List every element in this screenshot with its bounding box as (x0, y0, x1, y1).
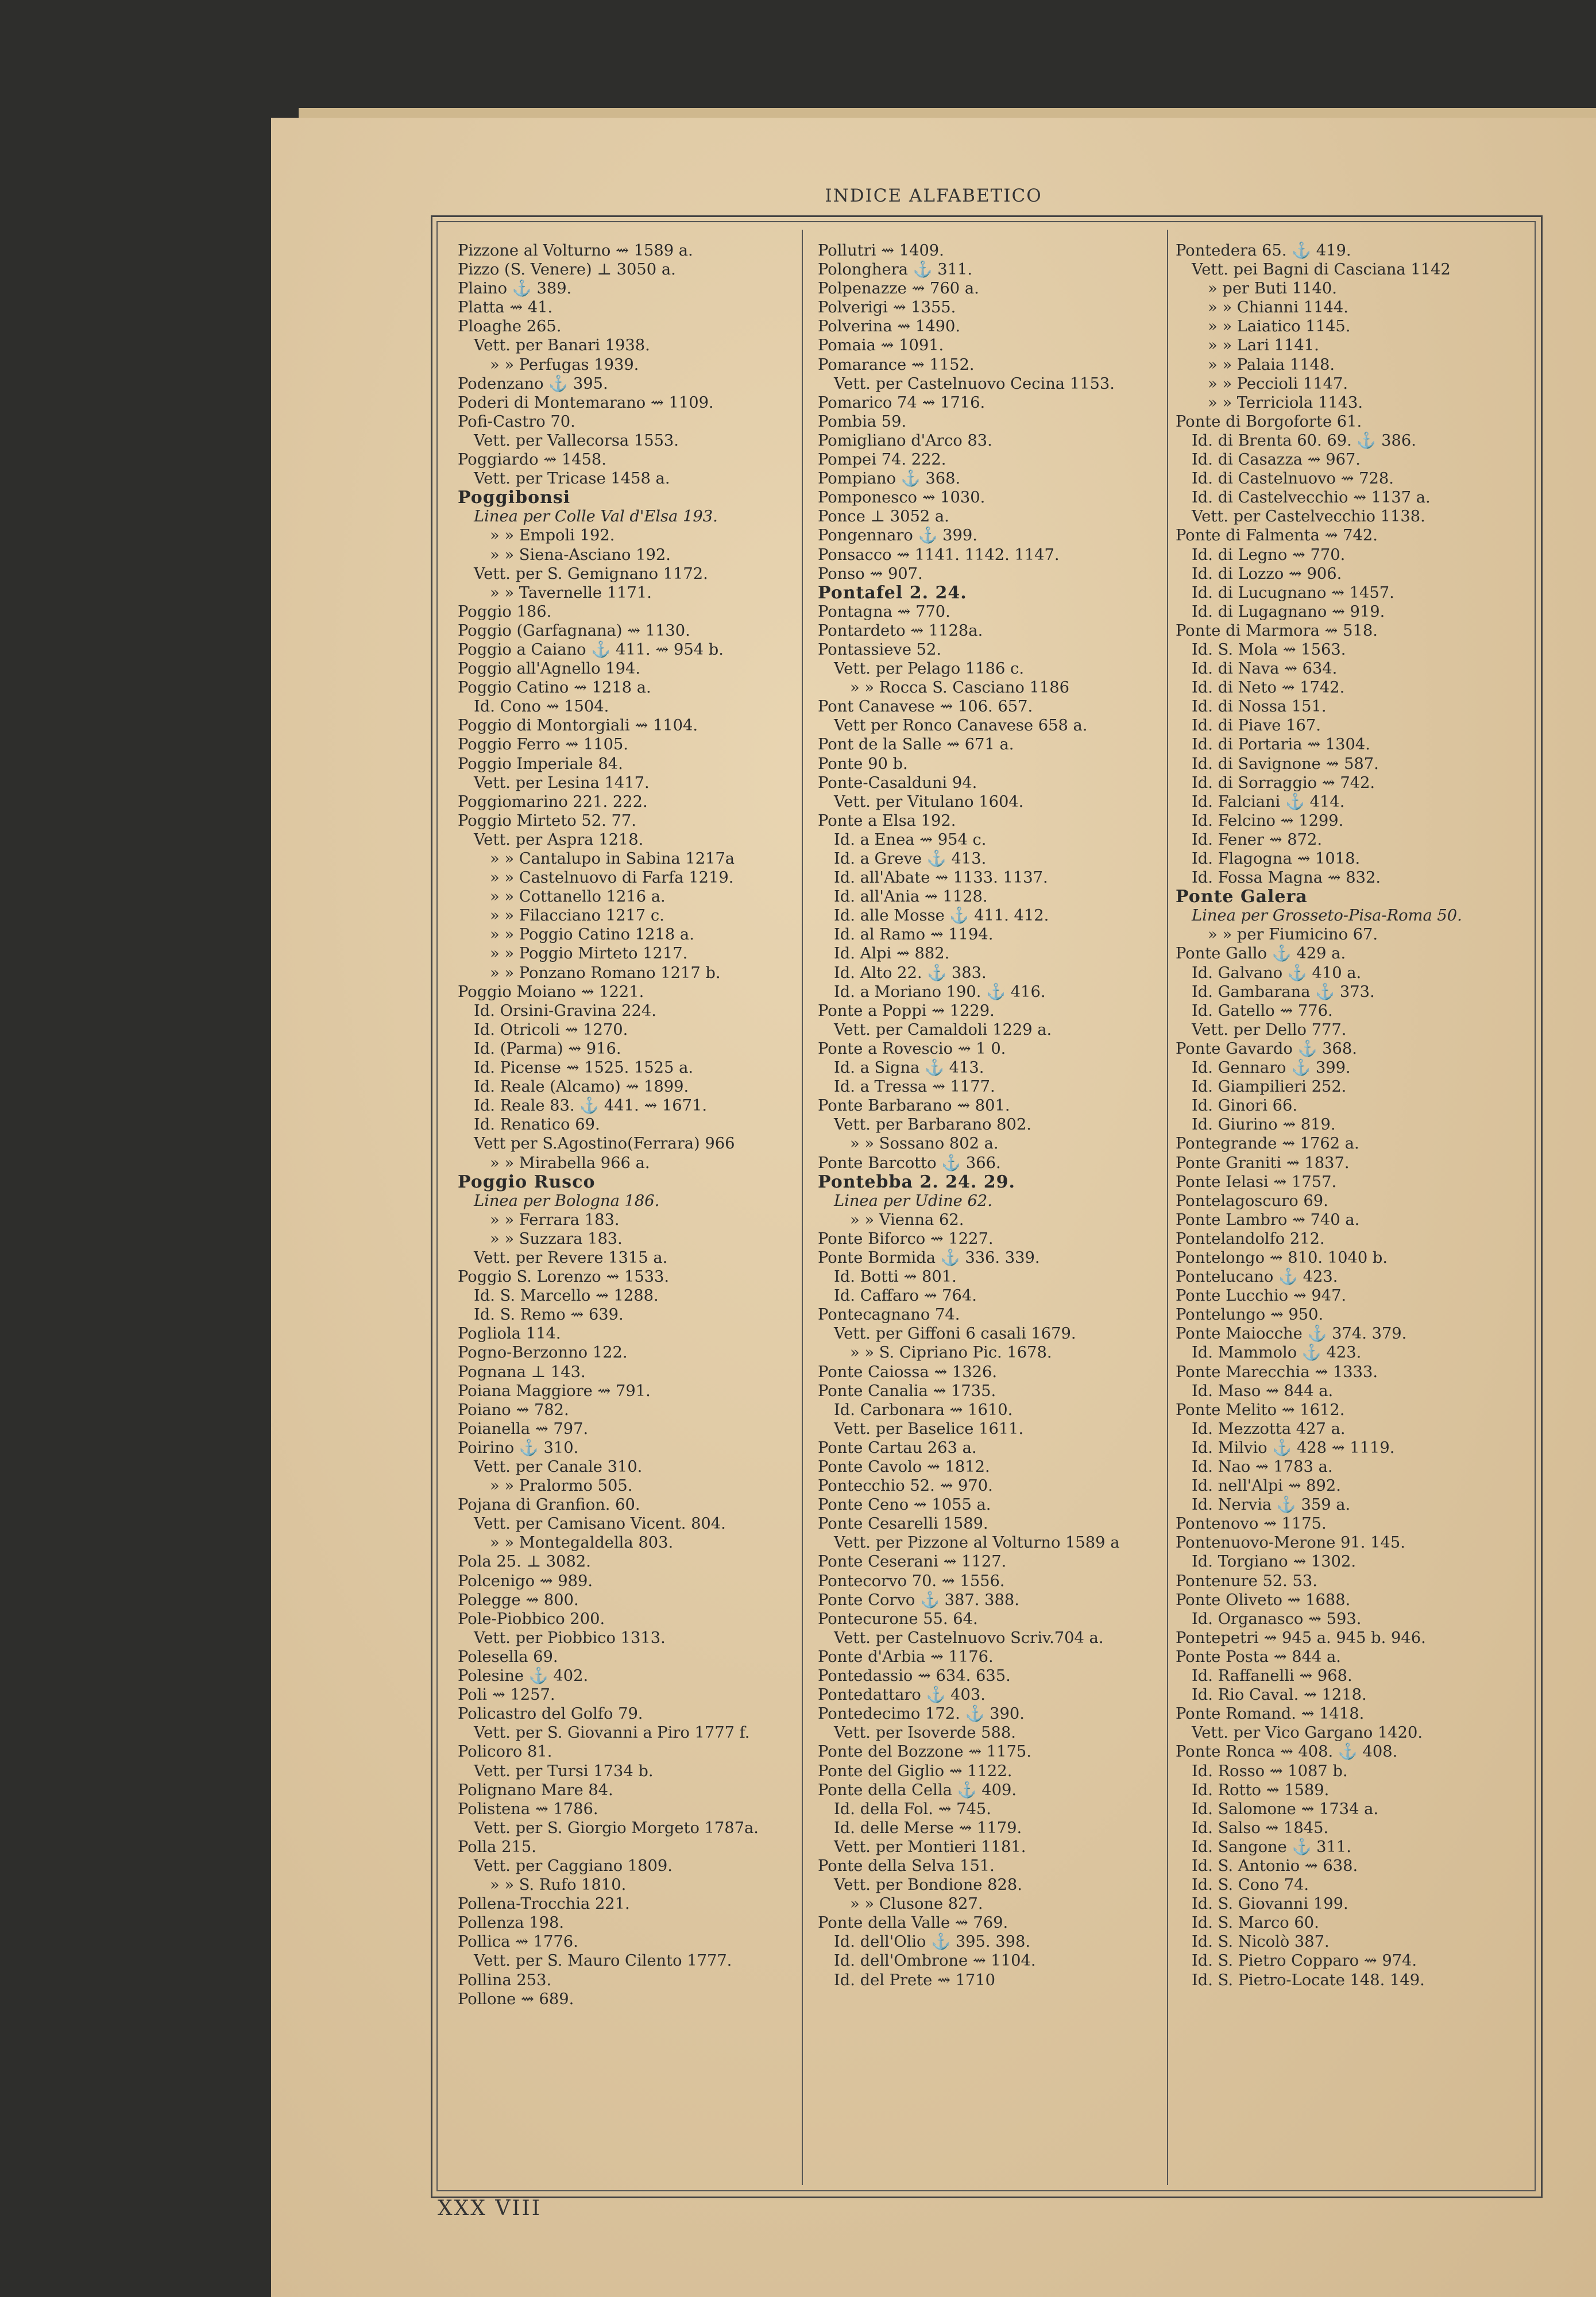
index-entry: Ponte Ielasi ⇝ 1757. (1176, 1173, 1337, 1191)
index-entry: » » Mirabella 966 a. (490, 1154, 650, 1172)
index-entry: Polesella 69. (458, 1648, 558, 1666)
index-entry: Vett. per S. Giorgio Morgeto 1787a. (474, 1819, 759, 1837)
index-entry: Vett. per S. Gemignano 1172. (474, 564, 708, 583)
index-entry: Id. Renatico 69. (474, 1116, 600, 1134)
index-entry: » » Peccioli 1147. (1208, 374, 1348, 393)
index-entry: » » Palaia 1148. (1208, 355, 1335, 374)
index-entry: Pontegrande ⇝ 1762 a. (1176, 1135, 1359, 1153)
index-entry: » » Perfugas 1939. (490, 355, 639, 374)
index-entry: Poggio Moiano ⇝ 1221. (458, 983, 644, 1001)
index-entry: Id. S. Antonio ⇝ 638. (1192, 1857, 1358, 1875)
index-entry: Pont de la Salle ⇝ 671 a. (818, 736, 1014, 754)
index-entry: Id. Alto 22. ⚓ 383. (834, 964, 987, 982)
index-entry: Pontedassio ⇝ 634. 635. (818, 1667, 1011, 1685)
running-head: INDICE ALFABETICO (825, 185, 1042, 206)
index-entry: Poianella ⇝ 797. (458, 1420, 589, 1438)
index-entry: Ponte di Falmenta ⇝ 742. (1176, 527, 1378, 545)
index-entry: Id. Orsini-Gravina 224. (474, 1001, 656, 1020)
index-entry: Id. Giampilieri 252. (1192, 1078, 1347, 1096)
index-entry: Vett. per Tursi 1734 b. (474, 1762, 654, 1780)
index-entry: Id. del Prete ⇝ 1710 (834, 1971, 996, 1989)
index-entry: Ponte Ceserani ⇝ 1127. (818, 1553, 1007, 1571)
index-entry: Ponte Lucchio ⇝ 947. (1176, 1287, 1347, 1305)
index-entry: » » Empoli 192. (490, 527, 615, 545)
index-entry: Vett. per Isoverde 588. (834, 1724, 1016, 1742)
index-entry: Pognana ⊥ 143. (458, 1363, 586, 1381)
index-entry: Pogliola 114. (458, 1325, 561, 1343)
index-entry: » » Castelnuovo di Farfa 1219. (490, 869, 734, 887)
index-entry: Id. Galvano ⚓ 410 a. (1192, 964, 1362, 982)
index-entry: Ponte Bormida ⚓ 336. 339. (818, 1248, 1040, 1267)
index-entry: Pombia 59. (818, 412, 907, 431)
index-entry: Vett. pei Bagni di Casciana 1142 (1192, 261, 1451, 279)
index-entry: Ponte Canalia ⇝ 1735. (818, 1382, 996, 1400)
index-entry: » » Tavernelle 1171. (490, 583, 652, 602)
index-entry: Id. S. Mola ⇝ 1563. (1192, 640, 1346, 659)
index-entry: Pollutri ⇝ 1409. (818, 242, 944, 260)
index-entry: Vett. per Castelnuovo Cecina 1153. (834, 374, 1115, 393)
index-entry: Id. dell'Ombrone ⇝ 1104. (834, 1952, 1036, 1970)
index-entry: Ponte del Bozzone ⇝ 1175. (818, 1743, 1031, 1761)
index-entry: Ponte Ronca ⇝ 408. ⚓ 408. (1176, 1743, 1398, 1761)
index-entry: Pole-Piobbico 200. (458, 1610, 605, 1628)
index-entry: Vett. per Piobbico 1313. (474, 1629, 666, 1647)
index-entry: Polverina ⇝ 1490. (818, 318, 961, 336)
index-entry: Id. Gatello ⇝ 776. (1192, 1001, 1333, 1020)
index-entry: Id. delle Merse ⇝ 1179. (834, 1819, 1022, 1837)
signature-mark: XXX VIII (438, 2197, 542, 2220)
index-entry: Id. nell'Alpi ⇝ 892. (1192, 1477, 1341, 1495)
index-entry: Poiano ⇝ 782. (458, 1401, 569, 1419)
index-entry: Id. di Castelnuovo ⇝ 728. (1192, 470, 1394, 488)
index-entry: Vett. per Camaldoli 1229 a. (834, 1020, 1052, 1039)
index-entry: Id. Salso ⇝ 1845. (1192, 1819, 1329, 1837)
index-entry: Pontebba 2. 24. 29. (818, 1171, 1015, 1192)
index-entry: Polpenazze ⇝ 760 a. (818, 280, 979, 298)
index-entry: Vett. per Lesina 1417. (474, 774, 650, 792)
index-entry: Pompiano ⚓ 368. (818, 470, 961, 488)
index-entry: » » Rocca S. Casciano 1186 (850, 679, 1069, 697)
index-entry: Id. Picense ⇝ 1525. 1525 a. (474, 1059, 694, 1077)
index-entry: Id. all'Abate ⇝ 1133. 1137. (834, 869, 1048, 887)
book-page (271, 118, 1596, 2297)
index-entry: Id. S. Pietro Copparo ⇝ 974. (1192, 1952, 1417, 1970)
index-entry: Ponte Cartau 263 a. (818, 1438, 977, 1457)
index-entry: » » Vienna 62. (850, 1211, 964, 1229)
index-entry: Polignano Mare 84. (458, 1781, 613, 1799)
index-entry: Pollina 253. (458, 1971, 552, 1989)
index-entry: Ponte Barcotto ⚓ 366. (818, 1154, 1001, 1172)
index-entry: Poggio Imperiale 84. (458, 755, 623, 773)
index-entry: Pontafel 2. 24. (818, 582, 967, 603)
index-entry: Vett per Ronco Canavese 658 a. (834, 717, 1088, 735)
index-entry: Id. Raffanelli ⇝ 968. (1192, 1667, 1352, 1685)
index-entry: Id. al Ramo ⇝ 1194. (834, 926, 994, 944)
index-entry: Ponte della Valle ⇝ 769. (818, 1914, 1008, 1932)
index-entry: Vett. per Bondione 828. (834, 1876, 1022, 1894)
index-entry: Id. S. Marco 60. (1192, 1914, 1319, 1932)
index-entry: Pollenza 198. (458, 1914, 565, 1932)
index-entry: Polesine ⚓ 402. (458, 1667, 589, 1685)
index-entry: Polverigi ⇝ 1355. (818, 299, 956, 317)
index-entry: Pont Canavese ⇝ 106. 657. (818, 698, 1033, 716)
index-entry: Ponsacco ⇝ 1141. 1142. 1147. (818, 546, 1060, 564)
index-entry: Id. Rotto ⇝ 1589. (1192, 1781, 1330, 1799)
index-entry: Id. di Castelvecchio ⇝ 1137 a. (1192, 489, 1431, 507)
index-entry: Polegge ⇝ 800. (458, 1591, 579, 1609)
index-entry: Linea per Grosseto-Pisa-Roma 50. (1192, 907, 1462, 925)
index-entry: Vett. per Revere 1315 a. (474, 1248, 668, 1267)
index-entry: Id. di Nossa 151. (1192, 698, 1327, 716)
index-entry: Id. Fossa Magna ⇝ 832. (1192, 869, 1381, 887)
index-entry: Id. a Tressa ⇝ 1177. (834, 1078, 995, 1096)
index-entry: » » Chianni 1144. (1208, 299, 1348, 317)
index-entry: Ponte a Rovescio ⇝ 1 0. (818, 1039, 1006, 1058)
index-entry: » » Ferrara 183. (490, 1211, 620, 1229)
index-entry: » » Poggio Catino 1218 a. (490, 926, 694, 944)
index-entry: » » Sossano 802 a. (850, 1135, 999, 1153)
index-entry: Id. Rosso ⇝ 1087 b. (1192, 1762, 1348, 1780)
index-entry: » » S. Cipriano Pic. 1678. (850, 1344, 1052, 1362)
index-entry: » » per Fiumicino 67. (1208, 926, 1378, 944)
index-entry: Vett. per Canale 310. (474, 1458, 643, 1476)
index-entry: Id. Nervia ⚓ 359 a. (1192, 1496, 1351, 1514)
index-entry: Id. a Moriano 190. ⚓ 416. (834, 983, 1046, 1001)
index-entry: Pompei 74. 222. (818, 451, 946, 469)
index-entry: Id. di Piave 167. (1192, 717, 1321, 735)
index-entry: Pontelungo ⇝ 950. (1176, 1306, 1324, 1324)
index-entry: Ponte Graniti ⇝ 1837. (1176, 1154, 1350, 1172)
index-entry: Id. Fener ⇝ 872. (1192, 830, 1322, 849)
index-entry: Id. Carbonara ⇝ 1610. (834, 1401, 1013, 1419)
index-entry: Id. Alpi ⇝ 882. (834, 945, 950, 963)
index-entry: » » Terriciola 1143. (1208, 393, 1363, 412)
index-entry: Poggio Rusco (458, 1171, 596, 1192)
index-entry: Pontelandolfo 212. (1176, 1229, 1325, 1248)
index-entry: Ponte di Marmora ⇝ 518. (1176, 621, 1378, 640)
index-entry: Id. Gennaro ⚓ 399. (1192, 1059, 1351, 1077)
index-entry: Id. S. Nicolò 387. (1192, 1933, 1330, 1951)
index-entry: Pontelucano ⚓ 423. (1176, 1268, 1338, 1286)
index-entry: Id. di Brenta 60. 69. ⚓ 386. (1192, 431, 1416, 450)
index-entry: Vett. per Montieri 1181. (834, 1838, 1026, 1856)
index-entry: Pogno-Berzonno 122. (458, 1344, 628, 1362)
index-entry: Vett. per Giffoni 6 casali 1679. (834, 1325, 1076, 1343)
index-entry: Pontardeto ⇝ 1128a. (818, 621, 983, 640)
index-entry: Ponte Posta ⇝ 844 a. (1176, 1648, 1341, 1666)
index-entry: Ponte Cesarelli 1589. (818, 1515, 988, 1533)
index-entry: » » Siena-Asciano 192. (490, 546, 671, 564)
index-entry: Id. di Casazza ⇝ 967. (1192, 451, 1361, 469)
index-entry: Id. Milvio ⚓ 428 ⇝ 1119. (1192, 1438, 1395, 1457)
index-entry: Poggio 186. (458, 602, 552, 621)
index-entry: Id. Mammolo ⚓ 423. (1192, 1344, 1362, 1362)
index-entry: Linea per Udine 62. (834, 1192, 992, 1210)
index-entry: Ploaghe 265. (458, 318, 562, 336)
index-column-1 (458, 241, 802, 2182)
index-entry: Poggio a Caiano ⚓ 411. ⇝ 954 b. (458, 640, 724, 659)
index-entry: Ponte di Borgoforte 61. (1176, 412, 1362, 431)
index-entry: Id. Botti ⇝ 801. (834, 1268, 957, 1286)
index-entry: Pontedera 65. ⚓ 419. (1176, 242, 1351, 260)
index-entry: Id. di Savignone ⇝ 587. (1192, 755, 1379, 773)
index-entry: Id. Torgiano ⇝ 1302. (1192, 1553, 1357, 1571)
index-entry: Pontedecimo 172. ⚓ 390. (818, 1705, 1025, 1723)
index-entry: Id. Flagogna ⇝ 1018. (1192, 850, 1361, 868)
index-entry: Policoro 81. (458, 1743, 552, 1761)
index-entry: Id. Caffaro ⇝ 764. (834, 1287, 977, 1305)
index-entry: Plaino ⚓ 389. (458, 280, 572, 298)
index-entry: Id. di Portaria ⇝ 1304. (1192, 736, 1370, 754)
index-entry: Id. S. Cono 74. (1192, 1876, 1309, 1894)
index-entry: » » Laiatico 1145. (1208, 318, 1351, 336)
index-entry: Ponte del Giglio ⇝ 1122. (818, 1762, 1013, 1780)
index-entry: Poderi di Montemarano ⇝ 1109. (458, 393, 714, 412)
index-entry: Ponte Biforco ⇝ 1227. (818, 1229, 994, 1248)
index-entry: Poggio di Montorgiali ⇝ 1104. (458, 717, 698, 735)
index-entry: Vett. per Caggiano 1809. (474, 1857, 673, 1875)
index-entry: Id. S. Giovanni 199. (1192, 1895, 1348, 1913)
index-entry: Ponte Corvo ⚓ 387. 388. (818, 1591, 1019, 1609)
index-entry: Id. all'Ania ⇝ 1128. (834, 888, 988, 906)
index-entry: Vett. per Barbarano 802. (834, 1116, 1031, 1134)
index-entry: Pizzone al Volturno ⇝ 1589 a. (458, 242, 693, 260)
index-entry: Ponte a Poppi ⇝ 1229. (818, 1001, 995, 1020)
index-entry: » per Buti 1140. (1208, 280, 1337, 298)
index-entry: Id. di Neto ⇝ 1742. (1192, 679, 1345, 697)
index-entry: » » S. Rufo 1810. (490, 1876, 627, 1894)
index-entry: Id. Sangone ⚓ 311. (1192, 1838, 1351, 1856)
index-entry: Pomaia ⇝ 1091. (818, 337, 944, 355)
index-entry: Poggiardo ⇝ 1458. (458, 451, 606, 469)
index-entry: Ponte della Selva 151. (818, 1857, 995, 1875)
index-entry: Ponte Maiocche ⚓ 374. 379. (1176, 1325, 1407, 1343)
index-entry: Id. di Lugagnano ⇝ 919. (1192, 602, 1385, 621)
index-entry: Pomarance ⇝ 1152. (818, 355, 975, 374)
index-entry: Id. Organasco ⇝ 593. (1192, 1610, 1362, 1628)
index-entry: Vett. per Camisano Vicent. 804. (474, 1515, 726, 1533)
index-entry: Pontagna ⇝ 770. (818, 602, 950, 621)
index-entry: Id. a Greve ⚓ 413. (834, 850, 987, 868)
index-column-3 (1176, 241, 1520, 2182)
column-rule (1167, 230, 1168, 2185)
index-entry: Pojana di Granfion. 60. (458, 1496, 640, 1514)
index-entry: Id. Maso ⇝ 844 a. (1192, 1382, 1334, 1400)
index-entry: Id. S. Marcello ⇝ 1288. (474, 1287, 659, 1305)
index-entry: Ponte Lambro ⇝ 740 a. (1176, 1211, 1360, 1229)
index-entry: Ponte Galera (1176, 887, 1308, 907)
index-entry: Poggio Catino ⇝ 1218 a. (458, 679, 651, 697)
index-entry: Pontecchio 52. ⇝ 970. (818, 1477, 993, 1495)
index-entry: » » Filacciano 1217 c. (490, 907, 664, 925)
index-entry: Id. di Legno ⇝ 770. (1192, 546, 1346, 564)
index-entry: Id. Felcino ⇝ 1299. (1192, 811, 1344, 830)
index-entry: Poggio Mirteto 52. 77. (458, 811, 636, 830)
index-entry: Ponte a Elsa 192. (818, 811, 956, 830)
index-entry: Id. della Fol. ⇝ 745. (834, 1800, 991, 1818)
index-entry: Ponte Gallo ⚓ 429 a. (1176, 945, 1346, 963)
index-entry: Ponte-Casalduni 94. (818, 774, 977, 792)
index-entry: Poirino ⚓ 310. (458, 1438, 579, 1457)
index-entry: Pofi-Castro 70. (458, 412, 575, 431)
index-entry: » » Ponzano Romano 1217 b. (490, 964, 721, 982)
index-entry: Pomponesco ⇝ 1030. (818, 489, 986, 507)
index-entry: Linea per Bologna 186. (474, 1192, 660, 1210)
index-entry: Vett. per Aspra 1218. (474, 830, 644, 849)
index-entry: Ponte Caiossa ⇝ 1326. (818, 1363, 998, 1381)
index-entry: » » Cottanello 1216 a. (490, 888, 666, 906)
index-entry: Id. a Signa ⚓ 413. (834, 1059, 984, 1077)
index-entry: Pollone ⇝ 689. (458, 1990, 574, 2008)
index-entry: Vett. per Tricase 1458 a. (474, 470, 670, 488)
index-entry: Id. Cono ⇝ 1504. (474, 698, 609, 716)
index-entry: Id. Ginori 66. (1192, 1097, 1298, 1115)
index-entry: Ponte Marecchia ⇝ 1333. (1176, 1363, 1378, 1381)
index-entry: Pizzo (S. Venere) ⊥ 3050 a. (458, 261, 676, 279)
index-entry: Podenzano ⚓ 395. (458, 374, 608, 393)
index-entry: Id. S. Remo ⇝ 639. (474, 1306, 624, 1324)
index-entry: Pollica ⇝ 1776. (458, 1933, 578, 1951)
index-entry: Vett. per S. Giovanni a Piro 1777 f. (474, 1724, 750, 1742)
index-entry: Poggiomarino 221. 222. (458, 792, 648, 811)
index-entry: Poggio all'Agnello 194. (458, 660, 640, 678)
index-entry: Pontecagnano 74. (818, 1306, 960, 1324)
index-entry: Pontenure 52. 53. (1176, 1572, 1317, 1590)
index-entry: Poggio Ferro ⇝ 1105. (458, 736, 628, 754)
index-entry: Ponce ⊥ 3052 a. (818, 508, 949, 526)
index-entry: Ponte Romand. ⇝ 1418. (1176, 1705, 1365, 1723)
index-entry: » » Lari 1141. (1208, 337, 1319, 355)
index-entry: Policastro del Golfo 79. (458, 1705, 643, 1723)
index-entry: Pomigliano d'Arco 83. (818, 431, 992, 450)
index-entry: Id. Nao ⇝ 1783 a. (1192, 1458, 1333, 1476)
index-entry: Id. Falciani ⚓ 414. (1192, 792, 1345, 811)
index-entry: Pontenuovo-Merone 91. 145. (1176, 1534, 1405, 1552)
index-entry: Poggio S. Lorenzo ⇝ 1533. (458, 1268, 670, 1286)
index-entry: Ponte Barbarano ⇝ 801. (818, 1097, 1010, 1115)
index-entry: Vett. per Banari 1938. (474, 337, 650, 355)
index-entry: Id. di Lozzo ⇝ 906. (1192, 564, 1342, 583)
index-column-2 (818, 241, 1162, 2182)
index-entry: Id. Giurino ⇝ 819. (1192, 1116, 1336, 1134)
index-entry: Pontassieve 52. (818, 640, 942, 659)
index-entry: Ponte Ceno ⇝ 1055 a. (818, 1496, 991, 1514)
index-entry: Pontenovo ⇝ 1175. (1176, 1515, 1327, 1533)
index-entry: Id. S. Pietro-Locate 148. 149. (1192, 1971, 1425, 1989)
index-entry: Poggio (Garfagnana) ⇝ 1130. (458, 621, 690, 640)
index-entry: » » Cantalupo in Sabina 1217a (490, 850, 735, 868)
index-entry: Id. a Enea ⇝ 954 c. (834, 830, 987, 849)
index-entry: Poli ⇝ 1257. (458, 1686, 555, 1704)
index-entry: Pontedattaro ⚓ 403. (818, 1686, 986, 1704)
index-entry: Vett. per Vallecorsa 1553. (474, 431, 679, 450)
index-entry: Id. di Nava ⇝ 634. (1192, 660, 1338, 678)
index-entry: Ponso ⇝ 907. (818, 564, 923, 583)
index-entry: Vett. per Baselice 1611. (834, 1420, 1024, 1438)
index-entry: Ponte Oliveto ⇝ 1688. (1176, 1591, 1351, 1609)
index-entry: Ponte 90 b. (818, 755, 908, 773)
index-entry: Vett. per Vico Gargano 1420. (1192, 1724, 1423, 1742)
index-entry: Vett per S.Agostino(Ferrara) 966 (474, 1135, 735, 1153)
index-entry: Linea per Colle Val d'Elsa 193. (474, 508, 718, 526)
index-entry: » » Poggio Mirteto 1217. (490, 945, 688, 963)
index-entry: Vett. per Castelnuovo Scriv.704 a. (834, 1629, 1104, 1647)
index-entry: Ponte Gavardo ⚓ 368. (1176, 1039, 1357, 1058)
index-entry: Ponte d'Arbia ⇝ 1176. (818, 1648, 994, 1666)
index-entry: Pontecorvo 70. ⇝ 1556. (818, 1572, 1005, 1590)
index-entry: Id. di Lucugnano ⇝ 1457. (1192, 583, 1394, 602)
index-entry: » » Pralormo 505. (490, 1477, 633, 1495)
index-entry: Id. (Parma) ⇝ 916. (474, 1039, 621, 1058)
index-entry: Pongennaro ⚓ 399. (818, 527, 977, 545)
index-entry: Polcenigo ⇝ 989. (458, 1572, 593, 1590)
index-entry: Vett. per Pizzone al Volturno 1589 a (834, 1534, 1120, 1552)
index-entry: Ponte Cavolo ⇝ 1812. (818, 1458, 990, 1476)
index-entry: Id. Otricoli ⇝ 1270. (474, 1020, 628, 1039)
index-entry: Vett. per Pelago 1186 c. (834, 660, 1025, 678)
index-entry: Pola 25. ⊥ 3082. (458, 1553, 591, 1571)
index-entry: Pontepetri ⇝ 945 a. 945 b. 946. (1176, 1629, 1426, 1647)
index-entry: Id. alle Mosse ⚓ 411. 412. (834, 907, 1049, 925)
index-entry: Id. Mezzotta 427 a. (1192, 1420, 1346, 1438)
index-entry: » » Montegaldella 803. (490, 1534, 674, 1552)
index-entry: Pontecurone 55. 64. (818, 1610, 978, 1628)
index-entry: Polla 215. (458, 1838, 536, 1856)
index-entry: Vett. per Castelvecchio 1138. (1192, 508, 1425, 526)
index-entry: » » Clusone 827. (850, 1895, 983, 1913)
index-entry: Pomarico 74 ⇝ 1716. (818, 393, 986, 412)
index-entry: Ponte Melito ⇝ 1612. (1176, 1401, 1345, 1419)
index-entry: Id. Reale (Alcamo) ⇝ 1899. (474, 1078, 689, 1096)
index-entry: Id. di Sorraggio ⇝ 742. (1192, 774, 1375, 792)
index-entry: Id. dell'Olio ⚓ 395. 398. (834, 1933, 1031, 1951)
index-entry: Poiana Maggiore ⇝ 791. (458, 1382, 651, 1400)
index-entry: Vett. per Dello 777. (1192, 1020, 1347, 1039)
index-entry: Id. Reale 83. ⚓ 441. ⇝ 1671. (474, 1097, 708, 1115)
index-entry: » » Suzzara 183. (490, 1229, 623, 1248)
index-entry: Pontelagoscuro 69. (1176, 1192, 1328, 1210)
index-entry: Vett. per Vitulano 1604. (834, 792, 1024, 811)
index-entry: Id. Rio Caval. ⇝ 1218. (1192, 1686, 1367, 1704)
index-entry: Ponte della Cella ⚓ 409. (818, 1781, 1017, 1799)
index-entry: Pollena-Trocchia 221. (458, 1895, 630, 1913)
index-entry: Polistena ⇝ 1786. (458, 1800, 598, 1818)
index-entry: Polonghera ⚓ 311. (818, 261, 973, 279)
index-entry: Vett. per S. Mauro Cilento 1777. (474, 1952, 732, 1970)
index-entry: Pontelongo ⇝ 810. 1040 b. (1176, 1248, 1388, 1267)
index-entry: Id. Salomone ⇝ 1734 a. (1192, 1800, 1379, 1818)
index-entry: Platta ⇝ 41. (458, 299, 553, 317)
index-entry: Poggibonsi (458, 488, 571, 508)
index-entry: Id. Gambarana ⚓ 373. (1192, 983, 1375, 1001)
